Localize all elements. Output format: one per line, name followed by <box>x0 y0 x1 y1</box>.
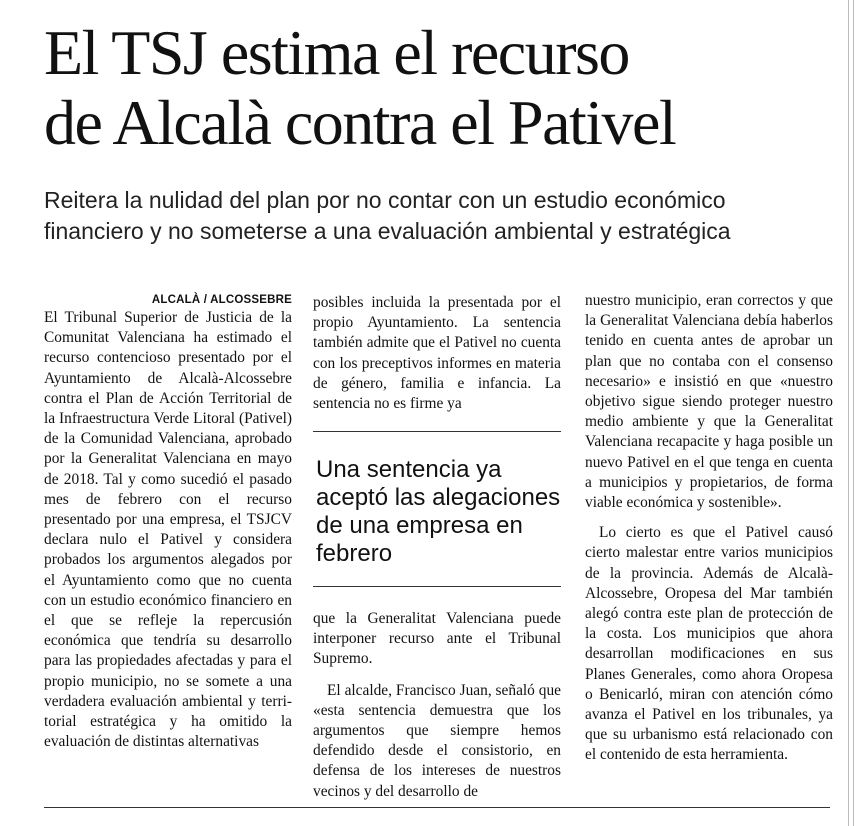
body-paragraph: El Tribunal Superior de Justicia de la Comunitat Valenciana ha estimado el recurso contencioso presentado por el Ayuntamiento de Alcalà-Alcossebre contra el Plan de Acción Territorial de la Infraestructura Verde Litoral (Pativel) de la Comunidad Valenciana, aprobado por la Generalitat Valenciana en mayo de 2018. Tal y como sucedió el pasado mes de febrero con el recurso presentado por una empresa, el TSJCV declara nulo el Pativel y considera probados los argumentos alegados por el Ayuntamiento como que no cuenta con un estudio económico financiero en el que se refleje la repercusión económica que tendría su desarrollo para las propiedades afectadas y para el propio municipio, no se somete a una verdadera evaluación ambiental y territorial estratégica y ha omitido la evaluación de distintas alternativas <box>44 309 292 751</box>
page-edge-rule <box>848 0 854 826</box>
body-paragraph: nuestro municipio, eran correctos y que la Generalitat Valenciana debía haberlos tenido en cuenta antes de aprobar un plan que no contaba con el consenso necesario» e insistió en que «nuestro objetivo sigue siendo proteger nuestro medio ambiente y que la Generalitat Valenciana recapacite y haga posible un nuevo Pativel en el que tenga en cuenta a municipios y propietarios, de forma viable económica y sostenible». <box>585 292 833 512</box>
subheadline <box>44 185 834 247</box>
pullquote-top-rule <box>313 431 561 432</box>
headline-line-2: de Alcalà contra el Pativel <box>44 87 676 158</box>
body-paragraph: Lo cierto es que el Pativel causó cierto malestar entre varios municipios de la provincia. Además de Alcalà-Alcossebre, Oropesa del Mar también alegó contra este plan de protección de la costa. Los municipios que ahora desarrollan modificaciones en sus Planes Generales, como ahora Oropesa o Benicarló, miran con atención cómo avanza el Pativel en los tribunales, ya que su urbanismo está relacionado con el contenido de esta herramienta. <box>585 524 833 764</box>
byline: ALCALÀ / ALCOSSEBRE <box>151 294 292 306</box>
subhead-line-1: Reitera la nulidad del plan por no contar con un estudio económico <box>44 187 726 213</box>
column-3 <box>585 291 833 766</box>
column-1 <box>44 292 292 752</box>
subhead-line-2: financiero y no someterse a una evaluación ambiental y estratégica <box>44 218 731 244</box>
body-paragraph: que la Generalitat Valenciana puede interponer recurso ante el Tribunal Supremo. <box>313 610 561 668</box>
pullquote: Una sentencia ya aceptó las alegaciones de una empresa en febrero <box>316 456 561 567</box>
body-paragraph: posibles incluida la presentada por el propio Ayuntamiento. La sentencia también admite que el Pativel no cuenta con los preceptivos informes en materia de género, familia e infancia. La sentencia no es firme ya <box>313 294 561 413</box>
column-2-bottom <box>313 609 561 802</box>
body-paragraph: El alcalde, Francisco Juan, señaló que «esta sentencia demuestra que los argumentos que siempre hemos defendido desde el consistorio, en defensa de los intereses de nuestros vecinos y del desarrollo de <box>313 681 561 800</box>
headline-line-1: El TSJ estima el recurso <box>44 17 629 88</box>
column-2-top <box>313 293 561 414</box>
headline <box>44 18 844 158</box>
pullquote-bottom-rule <box>313 586 561 587</box>
bottom-rule <box>44 807 830 808</box>
